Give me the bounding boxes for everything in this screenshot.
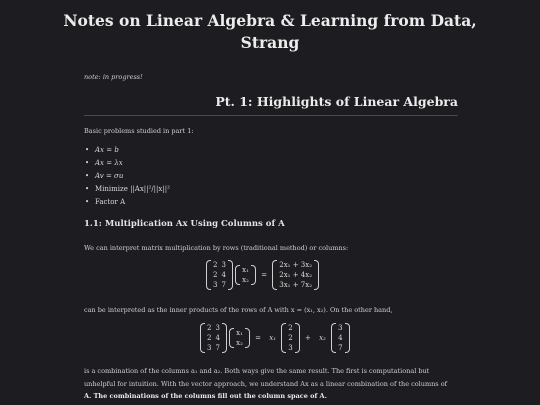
matrix-entry: 2	[207, 334, 212, 342]
problem-item: • Ax = b	[84, 144, 170, 157]
combination-paragraph	[84, 365, 464, 403]
equals-sign: =	[261, 271, 268, 279]
equals-sign: =	[255, 334, 262, 342]
vector-x	[229, 328, 250, 348]
combination-line-2: unhelpful for intuition. With the vector approach, we understand Ax as a linear combination of the columns of	[84, 379, 448, 388]
coefficient-x1: x₁	[269, 334, 277, 342]
matrix-entry: 7	[215, 344, 220, 352]
matrix-entry: 3	[215, 324, 220, 332]
part-heading: Pt. 1: Highlights of Linear Algebra	[215, 94, 458, 109]
matrix-entry: 3	[221, 261, 226, 269]
matrix-entry: 7	[221, 281, 226, 289]
plus-sign: +	[304, 334, 311, 342]
matrix-entry: 2	[288, 324, 293, 332]
matrix-entry: 4	[215, 334, 220, 342]
matrix-entry: 4	[221, 271, 226, 279]
matrix-entry: 4	[338, 334, 343, 342]
column-a2	[331, 323, 349, 353]
vector-x	[235, 265, 256, 285]
matrix-entry: 2	[207, 324, 212, 332]
matrix-entry: 3	[207, 344, 212, 352]
heading-divider	[84, 115, 458, 116]
matrix-entry: 2	[213, 261, 218, 269]
section-heading: 1.1: Multiplication Ax Using Columns of A	[84, 219, 285, 229]
matrix-entry: 3x₁ + 7x₂	[279, 281, 313, 289]
combination-line-1: is a combination of the columns a₁ and a₂. Both ways give the same result. The first is computational but	[84, 367, 430, 375]
combination-line-3: A. The combinations of the columns fill out the column space of A.	[84, 392, 327, 400]
matrix-entry: 3	[338, 324, 343, 332]
column-a1	[281, 323, 299, 353]
matrix-entry: 2x₁ + 4x₂	[279, 271, 313, 279]
matrix-A	[200, 323, 227, 353]
equation-column-form	[200, 323, 350, 353]
page-title: Notes on Linear Algebra & Learning from Data, Strang	[63, 11, 477, 52]
rows-cols-text: We can interpret matrix multiplication by rows (traditional method) or columns:	[84, 244, 349, 252]
matrix-entry: 3	[288, 344, 293, 352]
matrix-entry: x₂	[236, 339, 243, 347]
matrix-entry: x₁	[242, 266, 249, 274]
problem-item: • Factor A	[84, 196, 170, 209]
matrix-entry: x₁	[236, 329, 243, 337]
problem-item: • Ax = λx	[84, 157, 170, 170]
inner-products-text: can be interpreted as the inner products of the rows of A with x = (x₁, x₂). On the other hand,	[84, 306, 393, 314]
matrix-entry: 2	[213, 271, 218, 279]
matrix-entry: x₂	[242, 276, 249, 284]
matrix-entry: 7	[338, 344, 343, 352]
matrix-entry: 2	[288, 334, 293, 342]
matrix-A	[206, 260, 233, 290]
matrix-entry: 2x₁ + 3x₂	[279, 261, 313, 269]
problem-list	[84, 144, 170, 209]
equation-row-form	[206, 260, 319, 290]
problem-item: • Minimize ||Ax||²/||x||²	[84, 183, 170, 196]
result-vector	[272, 260, 319, 290]
problem-item: • Av = σu	[84, 170, 170, 183]
coefficient-x2: x₂	[319, 334, 326, 342]
matrix-entry: 3	[213, 281, 218, 289]
progress-note: note: in progress!	[84, 73, 143, 81]
intro-text: Basic problems studied in part 1:	[84, 127, 194, 135]
